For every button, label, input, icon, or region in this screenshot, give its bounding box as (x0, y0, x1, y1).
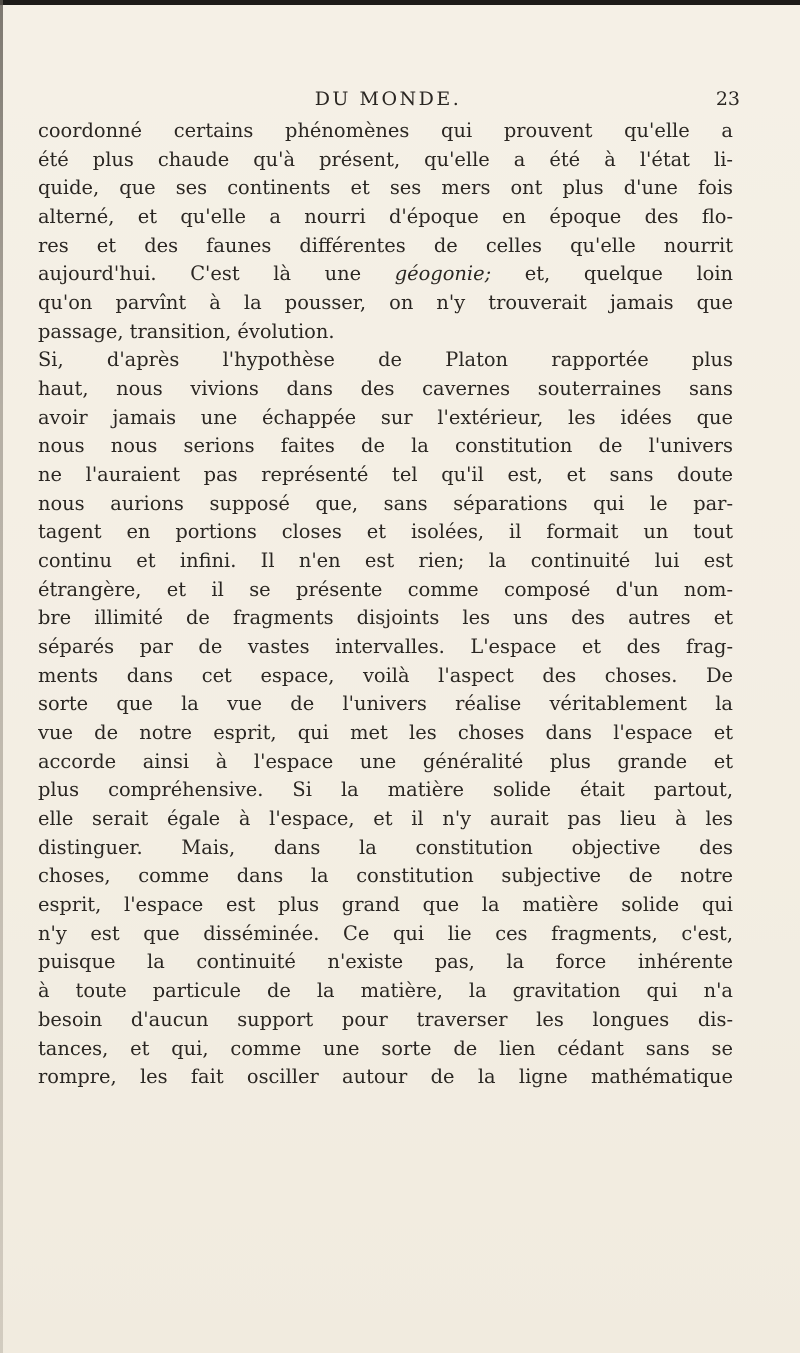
text-line: continu et infini. Il n'en est rien; la continuité lui est (38, 549, 733, 573)
top-border-rule (0, 0, 800, 5)
text-line: à toute particule de la matière, la gravitation qui n'a (38, 979, 733, 1003)
text-line: accorde ainsi à l'espace une généralité plus grande et (38, 749, 733, 773)
text-line: res et des faunes différentes de celles qu'elle nourrit (38, 233, 733, 257)
text-line: haut, nous vivions dans des cavernes souterraines sans (38, 377, 733, 401)
text-line: coordonné certains phénomènes qui prouvent qu'elle a (38, 119, 733, 142)
text-segment: aujourd'hui. C'est là une (38, 262, 362, 286)
italic-term: géogonie; (394, 262, 492, 286)
text-line: tagent en portions closes et isolées, il formait un tout (38, 520, 733, 544)
text-line: alterné, et qu'elle a nourri d'époque en époque des flo- (38, 205, 733, 229)
text-line: elle serait égale à l'espace, et il n'y aurait pas lieu à les (38, 807, 733, 831)
text-line: été plus chaude qu'à présent, qu'elle a été à l'état li- (38, 147, 733, 171)
text-line: esprit, l'espace est plus grand que la matière solide qui (38, 893, 733, 917)
text-line-with-italic (38, 260, 733, 289)
text-line: tances, et qui, comme une sorte de lien cédant sans se (38, 1036, 733, 1060)
text-line: besoin d'aucun support pour traverser les longues dis- (38, 1007, 733, 1031)
paragraph-start-line: Si, d'après l'hypothèse de Platon rapportée plus (38, 348, 733, 372)
text-line: avoir jamais une échappée sur l'extérieur, les idées que (38, 405, 733, 429)
text-line: distinguer. Mais, dans la constitution objective des (38, 835, 733, 859)
text-line: nous aurions supposé que, sans séparations qui le par- (38, 491, 733, 515)
text-line: plus compréhensive. Si la matière solide était partout, (38, 778, 733, 802)
text-line: rompre, les fait osciller autour de la ligne mathématique (38, 1065, 733, 1089)
text-line: ments dans cet espace, voilà l'aspect des choses. De (38, 663, 733, 687)
text-line: ne l'auraient pas représenté tel qu'il est, et sans doute (38, 463, 733, 487)
body-text (38, 117, 733, 1092)
text-line: sorte que la vue de l'univers réalise véritablement la (38, 692, 733, 716)
text-segment: et, quelque loin (524, 262, 733, 286)
text-line: n'y est que disséminée. Ce qui lie ces fragments, c'est, (38, 921, 733, 945)
text-line: séparés par de vastes intervalles. L'espace et des frag- (38, 635, 733, 659)
text-line: nous nous serions faites de la constitution de l'univers (38, 434, 733, 458)
text-line: étrangère, et il se présente comme composé d'un nom- (38, 577, 733, 601)
text-line: bre illimité de fragments disjoints les uns des autres et (38, 606, 733, 630)
running-head (36, 86, 740, 116)
page-edge-shadow (0, 0, 3, 1353)
text-line: puisque la continuité n'existe pas, la force inhérente (38, 950, 733, 974)
running-title: DU MONDE. (314, 88, 462, 110)
text-line: vue de notre esprit, qui met les choses dans l'espace et (38, 721, 733, 745)
text-line: quide, que ses continents et ses mers ont plus d'une fois (38, 176, 733, 200)
text-line: choses, comme dans la constitution subjective de notre (38, 864, 733, 888)
paragraph-end-line: passage, transition, évolution. (38, 319, 335, 343)
text-line: qu'on parvînt à la pousser, on n'y trouverait jamais que (38, 291, 733, 315)
page-number: 23 (715, 88, 740, 110)
